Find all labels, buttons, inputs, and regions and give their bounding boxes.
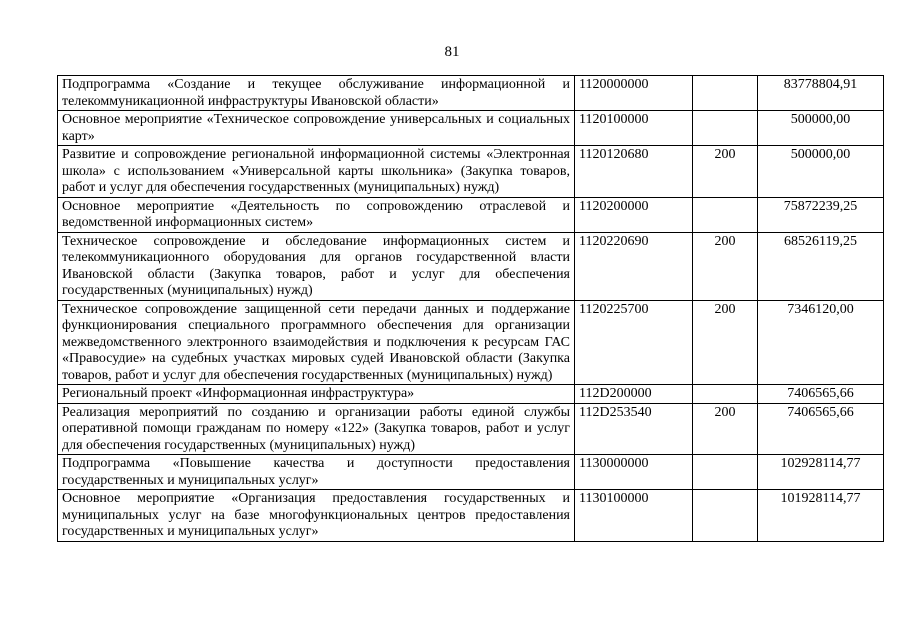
row-code: 1130000000 <box>575 455 693 490</box>
row-amount: 7406565,66 <box>758 403 884 455</box>
row-code: 1120120680 <box>575 146 693 198</box>
row-kind: 200 <box>693 146 758 198</box>
row-code: 112D200000 <box>575 385 693 404</box>
page-number: 81 <box>444 44 460 60</box>
row-name: Региональный проект «Информационная инфраструктура» <box>58 385 575 404</box>
row-code: 1120225700 <box>575 300 693 385</box>
row-kind <box>693 385 758 404</box>
row-amount: 101928114,77 <box>758 490 884 542</box>
row-kind: 200 <box>693 232 758 300</box>
budget-table <box>57 75 884 542</box>
row-amount: 75872239,25 <box>758 197 884 232</box>
row-name: Реализация мероприятий по созданию и организации работы единой службы оперативной помощи гражданам по номеру «122» (Закупка товаров, работ и услуг для обеспечения государственных (муниципальных) нужд) <box>58 403 575 455</box>
table-row <box>58 300 884 385</box>
row-kind <box>693 455 758 490</box>
table-row <box>58 146 884 198</box>
row-name: Основное мероприятие «Организация предоставления государственных и муниципальных услуг на базе многофункциональных центров предоставления государственных и муниципальных услуг» <box>58 490 575 542</box>
row-code: 1120220690 <box>575 232 693 300</box>
row-kind: 200 <box>693 300 758 385</box>
row-name: Подпрограмма «Повышение качества и доступности предоставления государственных и муниципальных услуг» <box>58 455 575 490</box>
row-name: Развитие и сопровождение региональной информационной системы «Электронная школа» с использованием «Универсальной карты школьника» (Закупка товаров, работ и услуг для обеспечения государственных (муниципальных) нужд) <box>58 146 575 198</box>
table-row <box>58 197 884 232</box>
table-row <box>58 111 884 146</box>
row-amount: 500000,00 <box>758 111 884 146</box>
row-amount: 7406565,66 <box>758 385 884 404</box>
row-name: Основное мероприятие «Техническое сопровождение универсальных и социальных карт» <box>58 111 575 146</box>
row-code: 1130100000 <box>575 490 693 542</box>
row-kind <box>693 76 758 111</box>
row-kind: 200 <box>693 403 758 455</box>
row-amount: 83778804,91 <box>758 76 884 111</box>
row-name: Основное мероприятие «Деятельность по сопровождению отраслевой и ведомственной информационных систем» <box>58 197 575 232</box>
table-row <box>58 76 884 111</box>
row-amount: 500000,00 <box>758 146 884 198</box>
row-code: 112D253540 <box>575 403 693 455</box>
row-kind <box>693 111 758 146</box>
row-name: Техническое сопровождение и обследование информационных систем и телекоммуникационного оборудования для органов государственной власти Ивановской области (Закупка товаров, работ и услуг для обеспечения государственных (муниципальных) нужд) <box>58 232 575 300</box>
row-kind <box>693 490 758 542</box>
table-row <box>58 490 884 542</box>
table-row <box>58 232 884 300</box>
row-amount: 7346120,00 <box>758 300 884 385</box>
row-amount: 102928114,77 <box>758 455 884 490</box>
table-row <box>58 403 884 455</box>
row-name: Техническое сопровождение защищенной сети передачи данных и поддержание функционирования специального программного обеспечения для организации межведомственного электронного взаимодействия и подключения к ресурсам ГАС «Правосудие» на судебных участках мировых судей Ивановской области (Закупка товаров, работ и услуг для обеспечения государственных (муниципальных) нужд) <box>58 300 575 385</box>
table-row <box>58 385 884 404</box>
row-code: 1120100000 <box>575 111 693 146</box>
row-code: 1120000000 <box>575 76 693 111</box>
row-kind <box>693 197 758 232</box>
table-row <box>58 455 884 490</box>
row-name: Подпрограмма «Создание и текущее обслуживание информационной и телекоммуникационной инфраструктуры Ивановской области» <box>58 76 575 111</box>
row-code: 1120200000 <box>575 197 693 232</box>
row-amount: 68526119,25 <box>758 232 884 300</box>
